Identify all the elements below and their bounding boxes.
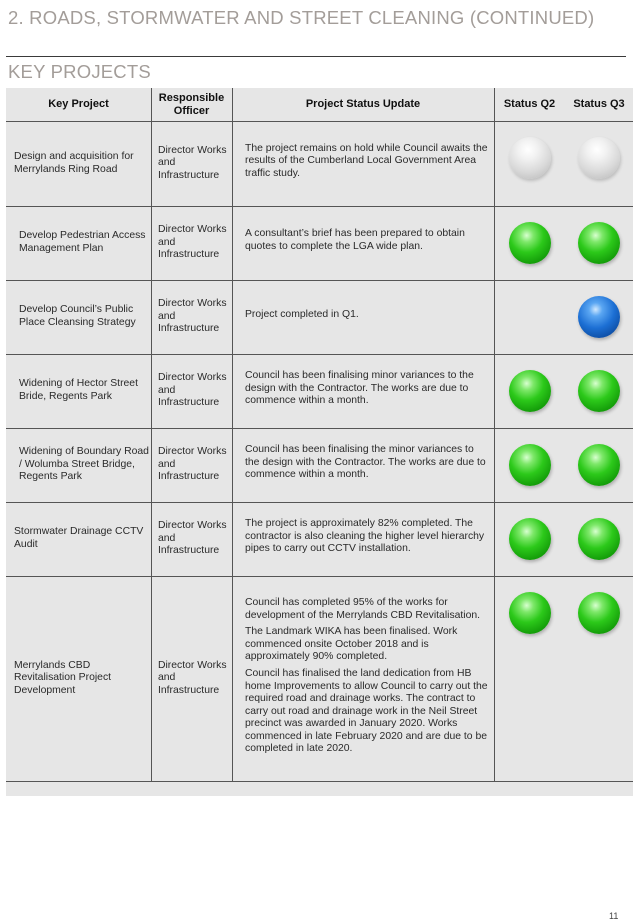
status-update — [245, 121, 489, 206]
status-update-paragraph: Council has been finalising the minor variances to the design with the Contractor. The works are due to commence within a month. — [245, 444, 486, 481]
project-name: Develop Pedestrian Access Management Plan — [19, 230, 146, 254]
project-name: Widening of Boundary Road / Wolumba Street Bridge, Regents Park — [19, 446, 149, 483]
status-q3-green-indicator — [578, 370, 620, 412]
status-update — [245, 576, 489, 781]
status-q3-green-indicator — [578, 518, 620, 560]
responsible-officer: Director Works and Infrastructure — [158, 659, 227, 696]
row-divider — [6, 354, 633, 355]
status-q3-green-indicator — [578, 444, 620, 486]
status-update-paragraph: Project completed in Q1. — [245, 308, 359, 320]
project-name: Widening of Hector Street Bride, Regents Park — [19, 378, 138, 402]
section-title: 2. ROADS, STORMWATER AND STREET CLEANING (CONTINUED) — [8, 7, 595, 28]
status-update-paragraph: Council has finalised the land dedication from HB home Improvements to allow Council to carry out the required road and drainage works. The contract to carry out road and drainage work in the Neil Street precinct was awarded in January 2020. Works commenced in late February 2020 and are due to be completed in late 2020. — [245, 667, 488, 755]
key-projects-table — [6, 88, 633, 796]
responsible-officer: Director Works and Infrastructure — [158, 224, 227, 261]
responsible-officer: Director Works and Infrastructure — [158, 298, 227, 335]
column-divider — [232, 88, 233, 781]
row-divider — [6, 576, 633, 577]
project-name: Develop Council’s Public Place Cleansing Strategy — [19, 304, 136, 328]
status-update — [245, 502, 489, 576]
status-update — [245, 206, 489, 280]
responsible-officer: Director Works and Infrastructure — [158, 446, 227, 483]
status-update-paragraph: Council has completed 95% of the works for development of the Merrylands CBD Revitalisation. — [245, 596, 481, 621]
header-officer: Responsible Officer — [158, 92, 225, 117]
sub-title: KEY PROJECTS — [8, 61, 151, 82]
responsible-officer: Director Works and Infrastructure — [158, 144, 227, 181]
row-divider — [6, 121, 633, 122]
status-q2-green-indicator — [509, 444, 551, 486]
row-divider — [6, 280, 633, 281]
status-update-paragraph: The project remains on hold while Council awaits the results of the Cumberland Local Government Area traffic study. — [245, 142, 488, 179]
title-divider — [6, 56, 626, 57]
header-q3: Status Q3 — [573, 98, 625, 111]
status-q3-green-indicator — [578, 222, 620, 264]
status-q2-green-indicator — [509, 370, 551, 412]
row-divider — [6, 502, 633, 503]
status-q3-blue-indicator — [578, 296, 620, 338]
column-divider — [151, 88, 152, 781]
status-update-paragraph: The project is approximately 82% completed. The contractor is also cleaning the higher level hierarchy pipes to carry out CCTV installation. — [245, 518, 485, 555]
status-update-paragraph: A consultant’s brief has been prepared to obtain quotes to complete the LGA wide plan. — [245, 228, 465, 252]
responsible-officer: Director Works and Infrastructure — [158, 520, 227, 557]
status-update — [245, 280, 489, 354]
row-divider — [6, 428, 633, 429]
row-divider — [6, 206, 633, 207]
status-q2-green-indicator — [509, 518, 551, 560]
status-update — [245, 428, 489, 502]
status-update-paragraph: Council has been finalising minor variances to the design with the Contractor. The works are due to commence within a month. — [245, 370, 474, 407]
status-q3-green-indicator — [578, 592, 620, 634]
project-name: Stormwater Drainage CCTV Audit — [14, 526, 144, 550]
status-update — [245, 354, 489, 428]
header-project: Key Project — [48, 98, 109, 111]
page-number: 11 — [609, 911, 619, 921]
header-update: Project Status Update — [305, 98, 421, 111]
status-update-paragraph: The Landmark WIKA has been finalised. Work commenced onsite October 2018 and is approximately 90% completed. — [245, 626, 458, 663]
responsible-officer: Director Works and Infrastructure — [158, 372, 227, 409]
project-name: Design and acquisition for Merrylands Ring Road — [14, 150, 134, 175]
status-q2-green-indicator — [509, 592, 551, 634]
status-q3-grey-indicator — [578, 137, 620, 179]
status-q2-green-indicator — [509, 222, 551, 264]
status-q2-grey-indicator — [509, 137, 551, 179]
project-name: Merrylands CBD Revitalisation Project Development — [14, 659, 112, 696]
row-divider — [6, 781, 633, 782]
column-divider — [494, 88, 495, 781]
header-q2: Status Q2 — [503, 98, 556, 111]
